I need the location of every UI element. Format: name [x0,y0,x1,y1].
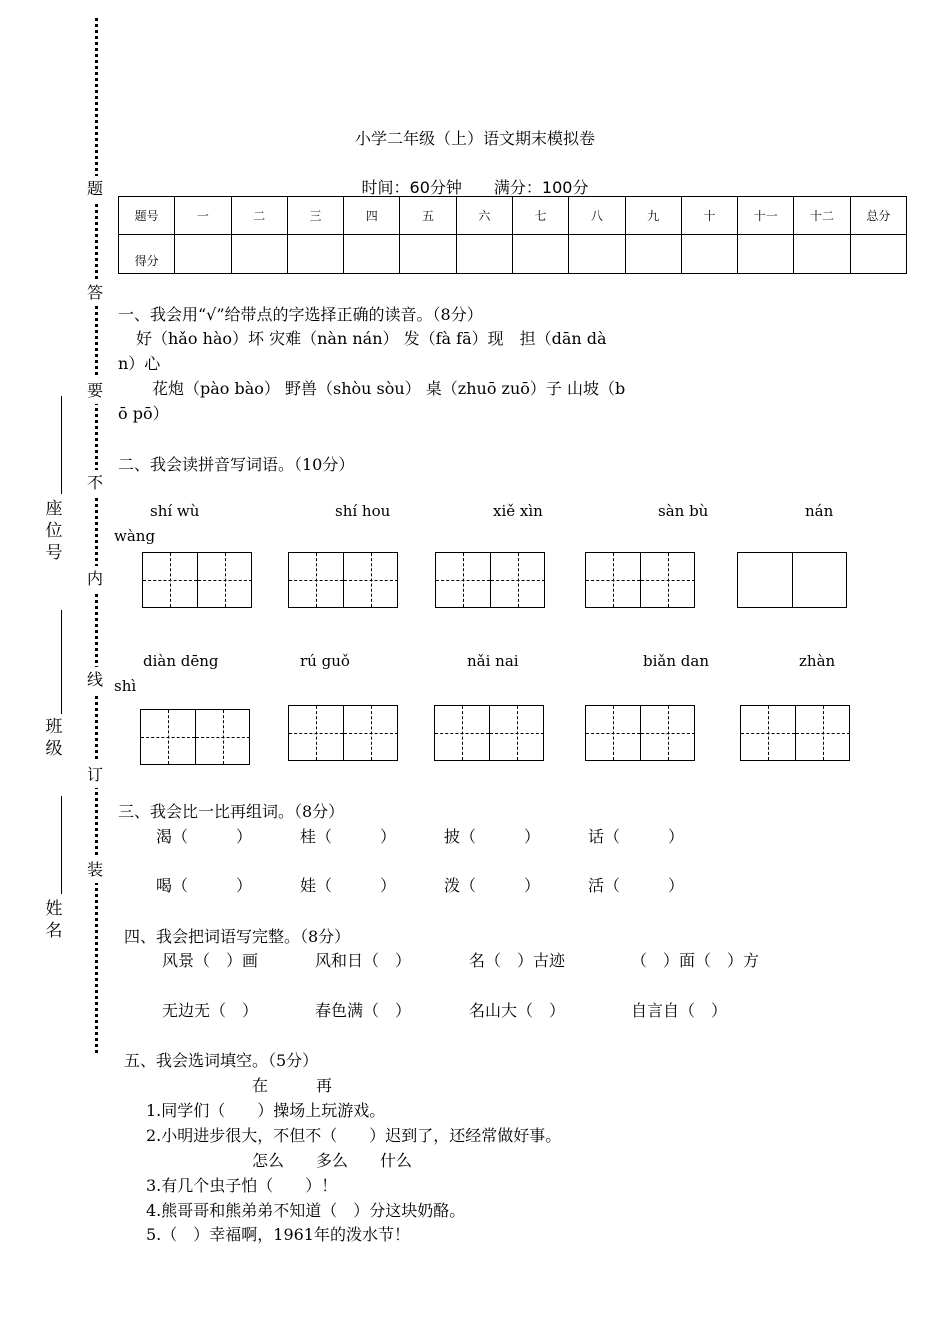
compare-item: 活（ ） [588,876,685,895]
score-cell[interactable] [681,235,737,274]
score-header-cell: 一 [175,197,231,235]
fill-question-4: 4.熊哥哥和熊弟弟不知道（ ）分这块奶酪。 [146,1201,466,1220]
score-header-cell: 九 [625,197,681,235]
score-header-cell: 题号 [119,197,175,235]
write-box[interactable] [288,552,398,608]
section-2-title: 二、我会读拼音写词语。（10分） [118,455,355,474]
score-header-cell: 六 [456,197,512,235]
score-cell[interactable] [287,235,343,274]
write-box[interactable] [740,705,850,761]
strip-char-zhuang: 装 [80,857,110,883]
score-cell[interactable] [512,235,568,274]
write-box[interactable] [435,552,545,608]
write-box-plain[interactable] [737,552,847,608]
strip-char-yao: 要 [80,378,110,404]
compare-item: 渴（ ） [156,827,253,846]
binding-dotted-line [95,18,98,1053]
score-header-cell: 总分 [850,197,906,235]
compare-item: 喝（ ） [156,876,253,895]
section-3-title: 三、我会比一比再组词。（8分） [118,802,345,821]
s1-line-2-wrap: ō pō） [118,404,169,423]
idiom-item: 风和日（ ） [315,951,412,970]
score-cell[interactable] [625,235,681,274]
write-box[interactable] [434,705,544,761]
seat-label: 座位号 [45,499,63,563]
compare-item: 话（ ） [588,827,685,846]
idiom-item: 春色满（ ） [315,1001,412,1020]
section-4-title: 四、我会把词语写完整。（8分） [124,927,351,946]
score-cell[interactable] [456,235,512,274]
pinyin-label: zhàn [799,652,836,670]
s1-line-2: 花炮（pào bào） 野兽（shòu sòu） 桌（zhuō zuō）子 山坡（b [152,379,626,398]
s1-line-1-wrap: n）心 [118,354,161,373]
score-header-cell: 十二 [794,197,850,235]
compare-item: 泼（ ） [444,876,541,895]
score-header-cell: 七 [512,197,568,235]
score-header-cell: 四 [344,197,400,235]
fill-question-3: 3.有几个虫子怕（ ）！ [146,1176,338,1195]
strip-char-da: 答 [80,280,110,306]
compare-item: 娃（ ） [300,876,397,895]
section-5-title: 五、我会选词填空。（5分） [124,1051,319,1070]
word-options-2: 怎么 多么 什么 [252,1151,413,1170]
strip-char-ding: 订 [80,762,110,788]
class-write-line[interactable] [61,610,62,714]
fill-question-1: 1.同学们（ ）操场上玩游戏。 [146,1101,386,1120]
score-cell[interactable] [231,235,287,274]
idiom-item: 名山大（ ） [469,1001,566,1020]
fill-question-5: 5.（ ）幸福啊，1961年的泼水节！ [146,1225,410,1244]
strip-char-ti: 题 [80,176,110,202]
section-1-title: 一、我会用“√”给带点的字选择正确的读音。（8分） [118,305,483,324]
score-row-label: 得分 [119,235,175,274]
idiom-item: 风景（ ）画 [162,951,259,970]
word-options-1: 在 再 [252,1076,333,1095]
idiom-item: 自言自（ ） [631,1001,728,1020]
exam-title: 小学二年级（上）语文期末模拟卷 [354,129,595,148]
score-header-cell: 十一 [738,197,794,235]
score-cell[interactable] [175,235,231,274]
score-cell[interactable] [569,235,625,274]
score-header-cell: 十 [681,197,737,235]
write-box[interactable] [585,705,695,761]
write-box[interactable] [288,705,398,761]
strip-char-nei: 内 [80,566,110,592]
score-total-cell[interactable] [850,235,906,274]
exam-meta: 时间：60分钟 满分：100分 [361,178,589,197]
s1-line-1: 好（hǎo hào）坏 灾难（nàn nán） 发（fà fā）现 担（dān dà [136,329,607,348]
idiom-item: （ ）面（ ）方 [631,951,760,970]
score-header-cell: 二 [231,197,287,235]
pinyin-label: nán [805,502,834,520]
score-header-cell: 五 [400,197,456,235]
idiom-item: 名（ ）古迹 [469,951,566,970]
score-cell[interactable] [794,235,850,274]
pinyin-label: nǎi nai [467,652,519,670]
score-cell[interactable] [738,235,794,274]
pinyin-label: biǎn dan [643,652,709,670]
pinyin-label: shí hou [335,502,391,520]
write-box[interactable] [142,552,252,608]
score-header-cell: 三 [287,197,343,235]
pinyin-label: rú guǒ [300,652,350,670]
seat-write-line[interactable] [61,396,62,494]
pinyin-label-wrap: wàng [114,527,156,545]
pinyin-label: sàn bù [658,502,709,520]
idiom-item: 无边无（ ） [162,1001,259,1020]
score-table [118,196,907,274]
write-box[interactable] [585,552,695,608]
name-label: 姓名 [45,899,63,941]
fill-question-2: 2.小明进步很大，不但不（ ）迟到了，还经常做好事。 [146,1126,562,1145]
strip-char-bu: 不 [80,470,110,496]
pinyin-label: shí wù [150,502,200,520]
compare-item: 桂（ ） [300,827,397,846]
write-box[interactable] [140,709,250,765]
pinyin-label: xiě xìn [493,502,543,520]
score-header-cell: 八 [569,197,625,235]
score-cell[interactable] [344,235,400,274]
name-write-line[interactable] [61,796,62,894]
pinyin-label: diàn dēng [143,652,219,670]
pinyin-label-wrap: shì [114,677,137,695]
strip-char-xian: 线 [80,667,110,693]
class-label: 班级 [45,717,63,759]
score-cell[interactable] [400,235,456,274]
compare-item: 披（ ） [444,827,541,846]
